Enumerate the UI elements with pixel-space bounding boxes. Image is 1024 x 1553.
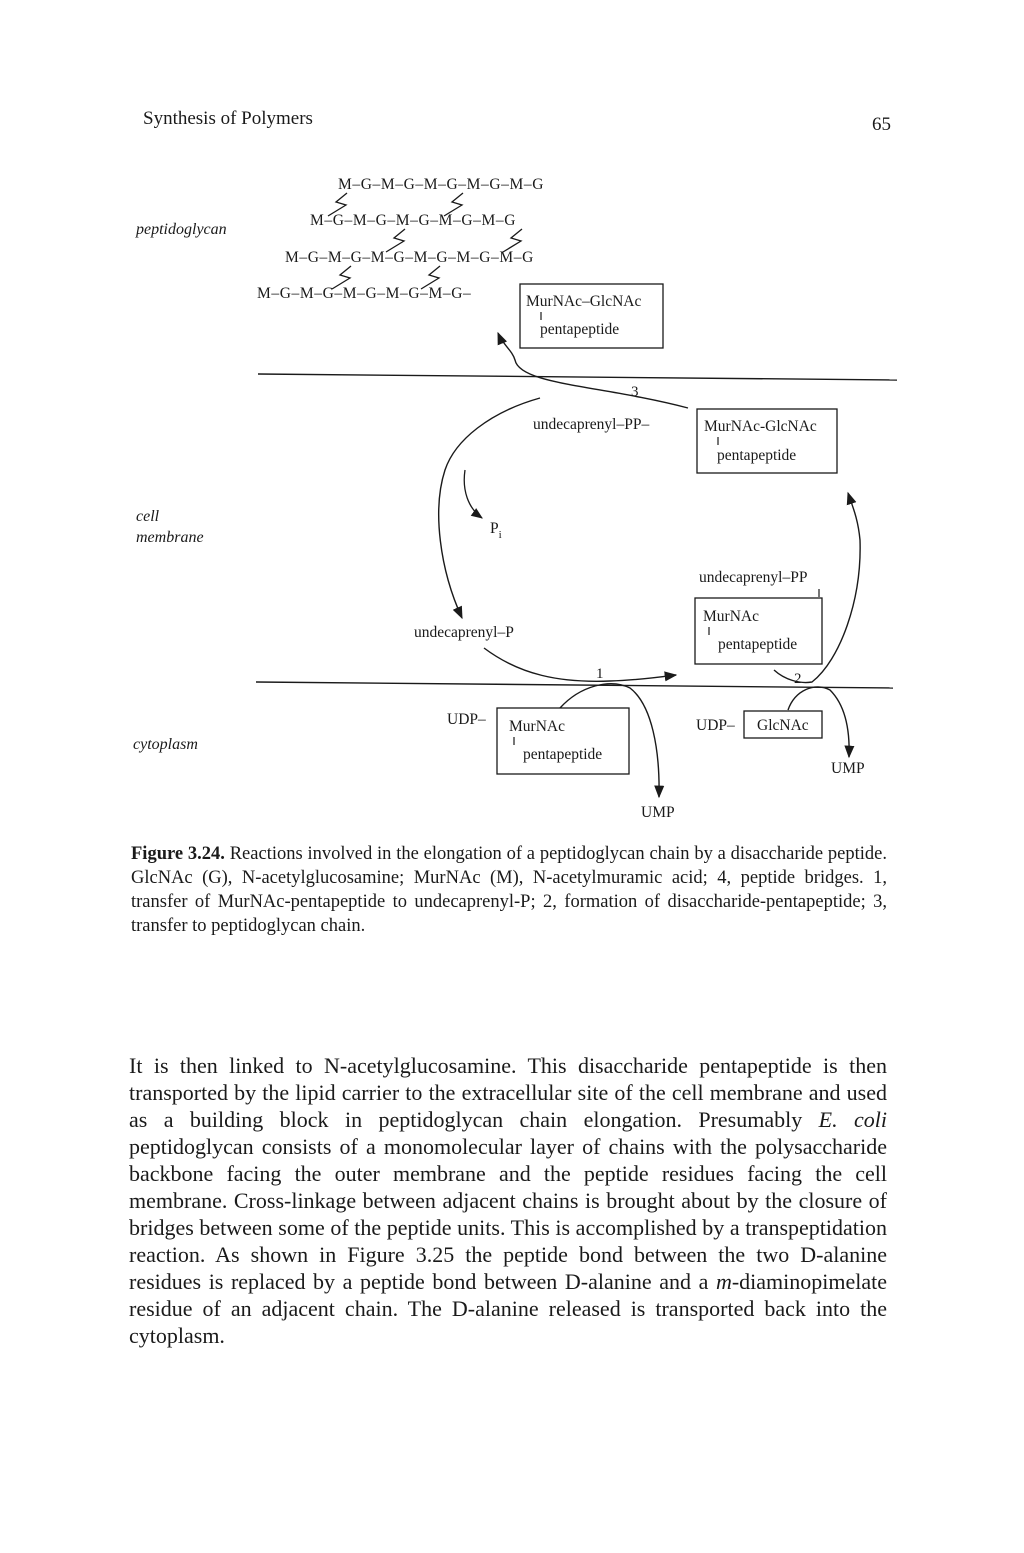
chain-row-3: M–G–M–G–M–G–M–G–M–G–M–G [285, 249, 534, 266]
membrane-box-line1: MurNAc-GlcNAc [704, 418, 817, 435]
step-1-label: 1 [596, 666, 604, 682]
chain-row-1: M–G–M–G–M–G–M–G–M–G [338, 176, 545, 193]
right-box-line1: MurNAc [703, 608, 759, 625]
region-label-cytoplasm: cytoplasm [133, 736, 198, 753]
ump-release-arrow-bottom [560, 684, 659, 797]
step-3-label: 3 [631, 384, 639, 400]
top-box-line1: MurNAc–GlcNAc [526, 293, 642, 310]
figure-label: Figure 3.24. [131, 844, 225, 864]
undecaprenyl-pp-dash-label: undecaprenyl–PP– [533, 416, 650, 433]
cyto-box-line1: MurNAc [509, 718, 565, 735]
chain-row-4: M–G–M–G–M–G–M–G–M–G– [257, 285, 472, 302]
udp-right-label: UDP– [696, 717, 735, 734]
outer-membrane-line [258, 374, 897, 380]
body-paragraph: It is then linked to N-acetylglucosamine. This disaccharide pentapeptide is then transported by the lipid carrier to the extracellular site of the cell membrane and used as a building block in peptidoglycan chain elongation. Presumably E. coli peptidoglycan consists of a monomolecular layer of chains with the polysaccharide backbone facing the outer membrane and the peptide residues facing the cell membrane. Cross-linkage between adjacent chains is brought about by the closure of bridges between some of the peptide units. This is accomplished by a transpeptidation reaction. As shown in Figure 3.25 the peptide bond between the two D-alanine residues is replaced by a peptide bond between D-alanine and a m-diaminopimelate residue of an adjacent chain. The D-alanine released is transported back into the cytoplasm. [129, 1053, 888, 1348]
region-label-peptidoglycan: peptidoglycan [136, 221, 227, 238]
udp-left-label: UDP– [447, 711, 486, 728]
undecaprenyl-pp-label: undecaprenyl–PP [699, 569, 808, 586]
running-head: Synthesis of Polymers [143, 108, 313, 129]
right-box-line2: pentapeptide [718, 636, 798, 653]
membrane-box-line2: pentapeptide [717, 447, 797, 464]
region-label-membrane: membrane [136, 529, 204, 546]
caption-text: Reactions involved in the elongation of a peptidoglycan chain by a disaccharide peptide. GlcNAc (G), N-acetylglucosamine; MurNAc (M), N-acetylmuramic acid; 4, peptide bridges. 1, transfer of MurNAc-pentapeptide to undecaprenyl-P; 2, formation of disaccharide-pentapeptide; 3, transfer to peptidoglycan chain. [131, 844, 888, 936]
step-2-label: 2 [794, 671, 802, 687]
region-label-cell: cell [136, 508, 160, 525]
top-box-line2: pentapeptide [540, 321, 620, 338]
glcnac-label: GlcNAc [757, 717, 809, 734]
pi-label: $P_i$ [490, 520, 502, 541]
reaction-2-arrow [774, 493, 860, 683]
ecoli-italic: E. coli [818, 1107, 887, 1132]
ump-right-label: UMP [831, 760, 865, 777]
reaction-1-arrow [484, 648, 676, 681]
undecaprenyl-p-label: undecaprenyl–P [414, 624, 514, 641]
peptide-bridges [328, 193, 522, 289]
figure-caption [131, 842, 887, 938]
reaction-3-arrow [498, 333, 688, 408]
ump-bottom-label: UMP [641, 804, 675, 821]
carrier-return-arrow [439, 398, 540, 618]
pi-release-arrow [464, 470, 482, 518]
cyto-box-line2: pentapeptide [523, 746, 603, 763]
chain-row-2: M–G–M–G–M–G–M–G–M–G [310, 212, 517, 229]
page-number: 65 [872, 114, 891, 135]
